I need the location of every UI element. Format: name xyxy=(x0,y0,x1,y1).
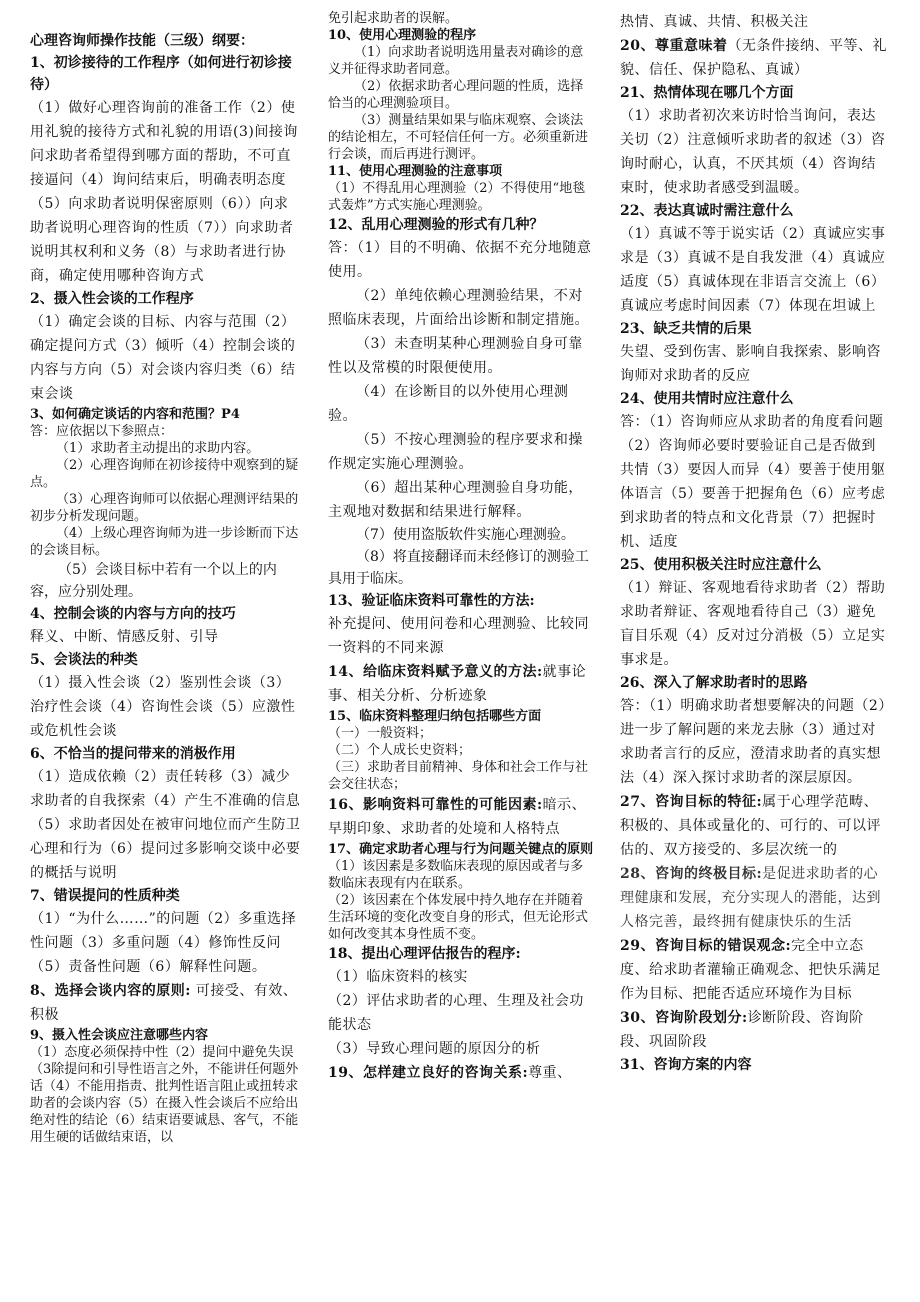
body-paragraph xyxy=(30,907,302,979)
section-heading-paragraph xyxy=(620,790,888,862)
section-heading: 24、使用共情时应注意什么 xyxy=(620,391,794,407)
body-text: （1）做好心理咨询前的准备工作（2）使用礼貌的接待方式和礼貌的用语(3)间接询问求助者希望得到哪方面的帮助，不可直接逼问（4）询问结束后，明确表明态度（5）向求助者说明保密原则（6））向求助者说明心理咨询的性质（7））向求助者说明其权利和义务（8）与求助者进行协商，确定使用哪种咨询方式 xyxy=(30,100,298,284)
body-paragraph xyxy=(328,112,594,163)
body-text: （1）态度必须保持中性（2）提问中避免失误（3除提问和引导性语言之外，不能讲任何题外话（4）不能用指责、批判性语言阻止或扭转求助者的会谈内容（5）在摄入性会谈后不应给出绝对性的结论（6）结束语要诚恳、客气，不能用生硬的话做结束语，以 xyxy=(30,1045,299,1145)
body-paragraph xyxy=(328,1037,594,1061)
body-paragraph xyxy=(328,428,594,476)
body-text: 诊断阶段、咨询阶段、巩固阶段 xyxy=(620,1010,864,1050)
section-heading-paragraph xyxy=(328,793,594,841)
body-text: （2）评估求助者的心理、生理及社会功能状态 xyxy=(328,993,584,1033)
section-heading-paragraph xyxy=(620,672,888,694)
section-heading: 15、临床资料整理归纳包括哪些方面 xyxy=(328,709,542,724)
body-text: 释义、中断、情感反射、引导 xyxy=(30,629,219,645)
body-text: （1）造成依赖（2）责任转移（3）减少求助者的自我探索（4）产生不准确的信息（5）求助者因处在被审问地位而产生防卫心理和行为（6）提问过多影响交谈中必要的概括与说明 xyxy=(30,769,301,881)
body-paragraph xyxy=(328,892,594,943)
section-heading-paragraph xyxy=(620,554,888,576)
body-paragraph xyxy=(328,332,594,380)
body-paragraph xyxy=(30,440,302,457)
section-heading: 4、控制会谈的内容与方向的技巧 xyxy=(30,606,236,622)
section-heading-paragraph xyxy=(328,841,594,858)
section-heading: 23、缺乏共情的后果 xyxy=(620,321,752,337)
body-text: （1）临床资料的核实 xyxy=(328,969,468,985)
body-text: 是促进求助者的心理健康和发展，充分实现人的潜能，达到人格完善，最终拥有健康快乐的生活 xyxy=(620,866,881,930)
section-heading: 14、给临床资料赋予意义的方法: xyxy=(328,664,543,680)
body-paragraph xyxy=(620,694,888,790)
body-text: 答：应依据以下参照点： xyxy=(30,424,174,439)
section-heading-paragraph xyxy=(620,82,888,104)
section-heading-paragraph xyxy=(30,1027,302,1044)
body-text: 免引起求助者的误解。 xyxy=(328,11,459,26)
section-heading: 7、错误提问的性质种类 xyxy=(30,888,180,904)
body-text: （4）在诊断目的以外使用心理测验。 xyxy=(328,384,569,424)
section-heading-paragraph xyxy=(620,318,888,340)
section-heading: 9、摄入性会谈应注意哪些内容 xyxy=(30,1028,209,1043)
body-paragraph xyxy=(620,10,888,34)
body-paragraph xyxy=(328,989,594,1037)
body-text: （三）求助者目前精神、身体和社会工作与社会交往状态； xyxy=(328,760,589,792)
section-heading: 16、影响资料可靠性的可能因素: xyxy=(328,797,543,813)
body-text: （1）辩证、客观地看待求助者（2）帮助求助者辩证、客观地看待自己（3）避免盲目乐观（4）反对过分消极（5）立足实事求是。 xyxy=(620,580,886,668)
section-heading-paragraph xyxy=(30,288,302,310)
body-text: 属于心理学范畴、积极的、具体或量化的、可行的、可以评估的、双方接受的、多层次统一的 xyxy=(620,794,881,858)
body-text: （3）心理咨询师可以依据心理测评结果的初步分析发现问题。 xyxy=(30,492,299,524)
body-text: （1）不得乱用心理测验（2）不得使用“地毯式轰炸”方式实施心理测验。 xyxy=(328,181,586,213)
body-text: （1）求助者初次来访时恰当询问，表达关切（2）注意倾听求助者的叙述（3）咨询时耐心，认真，不厌其烦（4）咨询结束时，使求助者感受到温暖。 xyxy=(620,108,886,196)
body-paragraph xyxy=(30,310,302,406)
body-text: （1）确定会谈的目标、内容与范围（2）确定提问方式（3）倾听（4）控制会谈的内容与方向（5）对会谈内容归类（6）结束会谈 xyxy=(30,314,296,402)
body-text: （1）向求助者说明选用量表对确诊的意义并征得求助者同意。 xyxy=(328,45,584,77)
body-paragraph xyxy=(328,180,594,214)
body-text: （二）个人成长史资料； xyxy=(328,743,472,758)
body-text: 尊重、 xyxy=(528,1065,572,1081)
body-text: 可接受、有效、积极 xyxy=(30,983,298,1023)
body-paragraph xyxy=(328,10,594,27)
body-text: 完全中立态度、给求助者灌输正确观念、把快乐满足作为目标、把能否适应环境作为目标 xyxy=(620,938,881,1002)
section-heading: 13、验证临床资料可靠性的方法: xyxy=(328,593,535,609)
body-text: 答：（1）明确求助者想要解决的问题（2）进一步了解问题的来龙去脉（3）通过对求助者言行的反应，澄清求助者的真实想法（4）深入探讨求助者的深层原因。 xyxy=(620,698,886,786)
section-heading-paragraph xyxy=(620,388,888,410)
section-heading-paragraph xyxy=(30,979,302,1027)
section-heading: 31、咨询方案的内容 xyxy=(620,1057,752,1073)
body-text: （2）该因素在个体发展中持久地存在并随着生活环境的变化改变自身的形式，但无论形式如何改变其本身性质不变。 xyxy=(328,893,589,942)
body-paragraph xyxy=(328,759,594,793)
body-paragraph xyxy=(30,96,302,288)
section-heading-paragraph xyxy=(620,34,888,82)
section-heading-paragraph xyxy=(328,660,594,708)
body-text: （1）摄入性会谈（2）鉴别性会谈（3）治疗性会谈（4）咨询性会谈（5）应激性或危机性会谈 xyxy=(30,675,296,739)
body-text: （8）将直接翻译而未经修订的测验工具用于临床。 xyxy=(328,549,589,587)
body-text: （3）测量结果如果与临床观察、会谈法的结论相左，不可轻信任何一方。必须重新进行会谈，而后再进行测评。 xyxy=(328,113,589,162)
section-heading: 20、尊重意味着 xyxy=(620,38,728,54)
section-heading: 25、使用积极关注时应注意什么 xyxy=(620,557,822,573)
body-paragraph xyxy=(328,380,594,428)
section-heading: 22、表达真诚时需注意什么 xyxy=(620,203,794,219)
section-heading-paragraph xyxy=(30,406,302,423)
section-heading-paragraph xyxy=(328,1061,594,1085)
body-text: （4）上级心理咨询师为进一步诊断而下达的会谈目标。 xyxy=(30,526,299,558)
section-heading: 26、深入了解求助者时的思路 xyxy=(620,675,808,691)
body-text: （一）一般资料； xyxy=(328,726,433,741)
section-heading: 19、怎样建立良好的咨询关系: xyxy=(328,1065,529,1081)
body-text: （无条件接纳、平等、礼貌、信任、保护隐私、真诚） xyxy=(620,38,887,78)
body-paragraph xyxy=(30,457,302,491)
section-heading-paragraph xyxy=(30,649,302,671)
section-heading-paragraph xyxy=(620,1054,888,1076)
body-paragraph xyxy=(328,546,594,590)
section-heading: 21、热情体现在哪几个方面 xyxy=(620,85,794,101)
section-heading: 6、不恰当的提问带来的消极作用 xyxy=(30,746,236,762)
section-heading: 3、如何确定谈话的内容和范围？P4 xyxy=(30,407,240,422)
section-heading: 27、咨询目标的特征: xyxy=(620,794,763,810)
section-heading-paragraph xyxy=(328,708,594,725)
body-paragraph xyxy=(620,576,888,672)
body-paragraph xyxy=(328,858,594,892)
section-heading-paragraph xyxy=(328,27,594,44)
body-text: （2）依据求助者心理问题的性质，选择恰当的心理测验项目。 xyxy=(328,79,584,111)
body-paragraph xyxy=(328,965,594,989)
section-heading-paragraph xyxy=(328,943,594,965)
body-paragraph xyxy=(30,625,302,649)
section-heading-paragraph xyxy=(328,214,594,236)
body-text: （3）导致心理问题的原因分的析 xyxy=(328,1041,541,1057)
body-text: （2）心理咨询师在初诊接待中观察到的疑点。 xyxy=(30,458,299,490)
section-heading-paragraph xyxy=(620,862,888,934)
body-text: （6）超出某种心理测验自身功能，主观地对数据和结果进行解释。 xyxy=(328,480,583,520)
body-paragraph xyxy=(30,559,302,603)
body-text: 答：（1）咨询师应从求助者的角度看问题（2）咨询师必要时要验证自己是否做到共情（3）要因人而异（4）要善于使用躯体语言（5）要善于把握角色（6）应考虑到求助者的特点和文化背景（7）把握时机、适度 xyxy=(620,414,886,550)
section-heading: 28、咨询的终极目标: xyxy=(620,866,763,882)
body-paragraph xyxy=(328,725,594,742)
body-text: 答：（1）目的不明确、依据不充分地随意使用。 xyxy=(328,240,592,280)
section-heading: 17、确定求助者心理与行为问题关键点的原则 xyxy=(328,842,594,857)
body-text: （1）该因素是多数临床表现的原因或者与多数临床表现有内在联系。 xyxy=(328,859,584,891)
column-right xyxy=(620,10,888,1076)
section-heading-paragraph xyxy=(30,52,302,96)
body-paragraph xyxy=(328,524,594,546)
section-heading: 8、选择会谈内容的原则: xyxy=(30,983,191,999)
body-paragraph xyxy=(620,222,888,318)
body-text: （3）未查明某种心理测验自身可靠性以及常模的时限便使用。 xyxy=(328,336,583,376)
section-heading: 29、咨询目标的错误观念: xyxy=(620,938,792,954)
body-text: 就事论事、相关分析、分析迹象 xyxy=(328,664,587,704)
body-paragraph xyxy=(30,491,302,525)
column-middle xyxy=(328,10,594,1085)
section-heading-paragraph xyxy=(620,934,888,1006)
body-paragraph xyxy=(620,410,888,554)
section-heading: 心理咨询师操作技能（三级）纲要： xyxy=(30,33,254,49)
body-paragraph xyxy=(30,423,302,440)
body-text: 暗示、早期印象、求助者的处境和人格特点 xyxy=(328,797,587,837)
body-text: （1）“为什么……”的问题（2）多重选择性问题（3）多重问题（4）修饰性反问（5）责备性问题（6）解释性问题。 xyxy=(30,911,297,975)
body-paragraph xyxy=(620,340,888,388)
body-paragraph xyxy=(328,612,594,660)
body-paragraph xyxy=(328,742,594,759)
body-paragraph xyxy=(620,104,888,200)
section-heading-paragraph xyxy=(30,885,302,907)
body-text: （1）真诚不等于说实话（2）真诚应实事求是（3）真诚不是自我发泄（4）真诚应适度（5）真诚体现在非语言交流上（6）真诚应考虑时间因素（7）体现在坦诚上 xyxy=(620,226,886,314)
section-heading: 5、会谈法的种类 xyxy=(30,652,138,668)
section-heading: 2、摄入性会谈的工作程序 xyxy=(30,291,194,307)
body-text: （1）求助者主动提出的求助内容。 xyxy=(56,441,260,456)
section-heading: 18、提出心理评估报告的程序: xyxy=(328,946,521,962)
body-paragraph xyxy=(328,476,594,524)
section-heading: 10、使用心理测验的程序 xyxy=(328,28,477,43)
section-heading-paragraph xyxy=(30,743,302,765)
section-heading-paragraph xyxy=(620,200,888,222)
section-heading: 11、使用心理测验的注意事项 xyxy=(328,164,503,179)
body-paragraph xyxy=(328,284,594,332)
body-text: （2）单纯依赖心理测验结果，不对照临床表现，片面给出诊断和制定措施。 xyxy=(328,288,589,328)
body-paragraph xyxy=(328,78,594,112)
section-heading: 12、乱用心理测验的形式有几种？ xyxy=(328,217,544,233)
body-paragraph xyxy=(328,236,594,284)
body-paragraph xyxy=(30,671,302,743)
body-text: （7）使用盗版软件实施心理测验。 xyxy=(356,527,575,543)
section-heading-paragraph xyxy=(30,30,302,52)
section-heading-paragraph xyxy=(620,1006,888,1054)
body-paragraph xyxy=(30,525,302,559)
body-paragraph xyxy=(328,44,594,78)
section-heading: 1、初诊接待的工作程序（如何进行初诊接待） xyxy=(30,55,292,93)
column-left xyxy=(30,30,302,1146)
section-heading-paragraph xyxy=(328,590,594,612)
section-heading: 30、咨询阶段划分: xyxy=(620,1010,748,1026)
body-text: 补充提问、使用问卷和心理测验、比较同一资料的不同来源 xyxy=(328,616,589,656)
body-text: 失望、受到伤害、影响自我探索、影响咨询师对求助者的反应 xyxy=(620,344,881,384)
body-text: 热情、真诚、共情、积极关注 xyxy=(620,14,809,30)
body-paragraph xyxy=(30,765,302,885)
body-paragraph xyxy=(30,1044,302,1146)
body-text: （5）会谈目标中若有一个以上的内容，应分别处理。 xyxy=(30,562,277,600)
body-text: （5）不按心理测验的程序要求和操作规定实施心理测验。 xyxy=(328,432,583,472)
section-heading-paragraph xyxy=(328,163,594,180)
section-heading-paragraph xyxy=(30,603,302,625)
